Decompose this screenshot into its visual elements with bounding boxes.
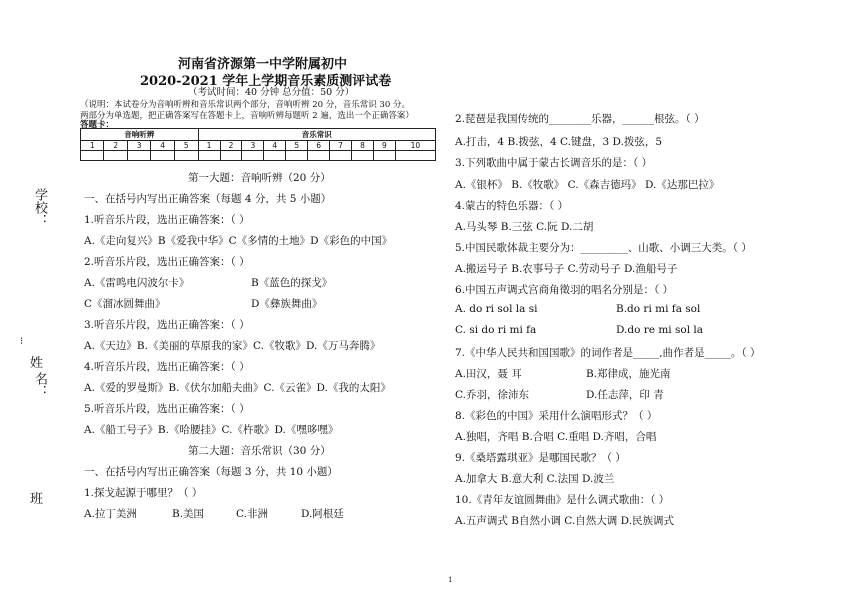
listening-q2-option-b: B《蓝色的探戈》 bbox=[251, 277, 333, 289]
card-answer-cell[interactable] bbox=[127, 151, 150, 161]
knowledge-q1-option-d: D.阿根廷 bbox=[301, 508, 344, 520]
card-number: 4 bbox=[264, 141, 286, 151]
knowledge-q9: 9.《桑塔露琪亚》是哪国民歌？（ ） bbox=[455, 452, 626, 464]
school-label: 学校： bbox=[32, 188, 47, 227]
knowledge-q10-options: A.五声调式 B自然小调 C.自然大调 D.民族调式 bbox=[455, 515, 675, 527]
card-number: 4 bbox=[151, 141, 174, 151]
listening-q1: 1.听音乐片段，选出正确答案：（ ） bbox=[84, 214, 250, 226]
knowledge-q3: 3.下列歌曲中属于蒙古长调音乐的是：（ ） bbox=[455, 157, 653, 169]
instructions-line-2: 两部分为单选题，把正确答案写在答题卡上，音响听辨每题听 2 遍，选出一个正确答案） bbox=[80, 111, 414, 121]
card-section-listening: 音响听辨 bbox=[81, 129, 199, 141]
name-label-char1: 姓 bbox=[30, 356, 44, 371]
answer-card-label: 答题卡： bbox=[80, 120, 115, 130]
card-answer-cell[interactable] bbox=[373, 151, 395, 161]
part1-title: 第一大题：音响听辨（20 分） bbox=[188, 172, 331, 184]
knowledge-q5-options: A.搬运号子 B.农事号子 C.劳动号子 D.渔船号子 bbox=[455, 263, 678, 275]
knowledge-q7-option-a: A.田汉，聂 耳 bbox=[455, 368, 522, 380]
part1-instructions: 一、在括号内写出正确答案（每题 4 分，共 5 小题） bbox=[84, 193, 332, 205]
card-answer-cell[interactable] bbox=[151, 151, 174, 161]
listening-q2-option-d: D《彝族舞曲》 bbox=[251, 298, 323, 310]
knowledge-q6-option-a: A. do ri sol la si bbox=[455, 303, 538, 315]
binding-mark: ⁝ bbox=[20, 336, 24, 347]
knowledge-q7-option-c: C.乔羽，徐沛东 bbox=[455, 389, 529, 401]
card-number: 7 bbox=[330, 141, 352, 151]
card-number: 2 bbox=[220, 141, 242, 151]
listening-q5-options: A.《船工号子》B.《哈腰挂》C.《杵歌》D.《嘿哆嘿》 bbox=[84, 424, 339, 436]
instructions-line-1: （说明：本试卷分为音响听辨和音乐常识两个部分，音响听辨 20 分，音乐常识 30 分。 bbox=[80, 100, 410, 110]
page-number: 1 bbox=[448, 576, 453, 584]
knowledge-q9-options: A.加拿大 B.意大利 C.法国 D.波兰 bbox=[455, 473, 615, 485]
listening-q4-options: A.《爱的罗曼斯》B.《伏尔加船夫曲》C.《云雀》D.《我的太阳》 bbox=[84, 382, 391, 394]
knowledge-q2-options: A.打击，4 B.拨弦，4 C.键盘，3 D.拨弦，5 bbox=[455, 136, 663, 148]
listening-q3-options: A.《天边》B.《美丽的草原我的家》C.《牧歌》D.《万马奔腾》 bbox=[84, 340, 381, 352]
exam-title: 2020-2021 学年上学期音乐素质测评试卷 bbox=[140, 74, 392, 89]
listening-q5: 5.听音乐片段，选出正确答案：（ ） bbox=[84, 403, 250, 415]
listening-q3: 3.听音乐片段，选出正确答案：（ ） bbox=[84, 319, 250, 331]
knowledge-q6-option-d: D.do re mi sol la bbox=[616, 324, 704, 336]
card-section-knowledge: 音乐常识 bbox=[198, 129, 435, 141]
knowledge-q1-option-b: B.美国 bbox=[172, 508, 205, 520]
part2-instructions: 一、在括号内写出正确答案（每题 3 分，共 10 小题） bbox=[84, 466, 338, 478]
listening-q2-option-a: A.《雷鸣电闪波尔卡》 bbox=[84, 277, 190, 289]
knowledge-q1: 1.探戈起源于哪里？（ ） bbox=[84, 487, 203, 499]
card-answer-cell[interactable] bbox=[395, 151, 435, 161]
knowledge-q7-option-b: B.郑律成，施光南 bbox=[586, 368, 671, 380]
knowledge-q2: 2.琵琶是我国传统的________乐器，______根弦。（ ） bbox=[455, 113, 705, 125]
knowledge-q6-option-c: C. si do ri mi fa bbox=[455, 324, 537, 336]
exam-info: （考试时间：40 分钟 总分值：50 分） bbox=[188, 87, 355, 98]
card-number: 9 bbox=[373, 141, 395, 151]
card-answer-cell[interactable] bbox=[308, 151, 330, 161]
knowledge-q4-options: A.马头琴 B.三弦 C.阮 D.二胡 bbox=[455, 221, 594, 233]
card-answer-cell[interactable] bbox=[330, 151, 352, 161]
card-number: 1 bbox=[198, 141, 220, 151]
knowledge-q10: 10.《青年友谊圆舞曲》是什么调式歌曲：（ ） bbox=[455, 494, 670, 506]
card-number: 1 bbox=[81, 141, 104, 151]
card-number: 3 bbox=[127, 141, 150, 151]
school-title: 河南省济源第一中学附属初中 bbox=[178, 57, 348, 72]
name-label-char2: 名： bbox=[32, 372, 47, 398]
listening-q4: 4.听音乐片段，选出正确答案：（ ） bbox=[84, 361, 250, 373]
card-number: 10 bbox=[395, 141, 435, 151]
knowledge-q8: 8.《彩色的中国》采用什么演唱形式？（ ） bbox=[455, 410, 658, 422]
card-answer-cell[interactable] bbox=[286, 151, 308, 161]
card-answer-cell[interactable] bbox=[220, 151, 242, 161]
card-answer-cell[interactable] bbox=[352, 151, 374, 161]
card-answer-cell[interactable] bbox=[264, 151, 286, 161]
card-number: 6 bbox=[308, 141, 330, 151]
knowledge-q1-option-a: A.拉丁美洲 bbox=[84, 508, 137, 520]
knowledge-q7: 7.《中华人民共和国国歌》的词作者是_____,曲作者是_____。（ ） bbox=[455, 347, 761, 359]
knowledge-q3-options: A.《银杯》 B.《牧歌》 C.《森吉德玛》 D.《达那巴拉》 bbox=[455, 179, 720, 191]
knowledge-q6: 6.中国五声调式宫商角徵羽的唱名分别是：（ ） bbox=[455, 284, 674, 296]
class-label: 班 bbox=[30, 492, 44, 507]
answer-card-table bbox=[80, 128, 436, 161]
card-number: 3 bbox=[242, 141, 264, 151]
knowledge-q1-option-c: C.非洲 bbox=[236, 508, 268, 520]
knowledge-q5: 5.中国民歌体裁主要分为：_________、山歌、小调三大类。（ ） bbox=[455, 242, 752, 254]
card-answer-cell[interactable] bbox=[198, 151, 220, 161]
listening-q2: 2.听音乐片段，选出正确答案：（ ） bbox=[84, 256, 250, 268]
knowledge-q4: 4.蒙古的特色乐器：（ ） bbox=[455, 200, 569, 212]
listening-q1-options: A.《走向复兴》B《爱我中华》C《多情的土地》D《彩色的中国》 bbox=[84, 235, 393, 247]
knowledge-q8-options: A.独唱，齐唱 B.合唱 C.重唱 D.齐唱，合唱 bbox=[455, 431, 657, 443]
card-number: 8 bbox=[352, 141, 374, 151]
card-answer-cell[interactable] bbox=[81, 151, 104, 161]
knowledge-q7-option-d: D.任志萍，印 青 bbox=[586, 389, 664, 401]
card-number: 5 bbox=[286, 141, 308, 151]
part2-title: 第二大题：音乐常识（30 分） bbox=[188, 445, 331, 457]
card-number: 2 bbox=[104, 141, 127, 151]
card-answer-cell[interactable] bbox=[242, 151, 264, 161]
card-answer-cell[interactable] bbox=[174, 151, 198, 161]
listening-q2-option-c: C《溜冰圆舞曲》 bbox=[84, 298, 166, 310]
knowledge-q6-option-b: B.do ri mi fa sol bbox=[616, 303, 701, 315]
card-number: 5 bbox=[174, 141, 198, 151]
card-answer-cell[interactable] bbox=[104, 151, 127, 161]
